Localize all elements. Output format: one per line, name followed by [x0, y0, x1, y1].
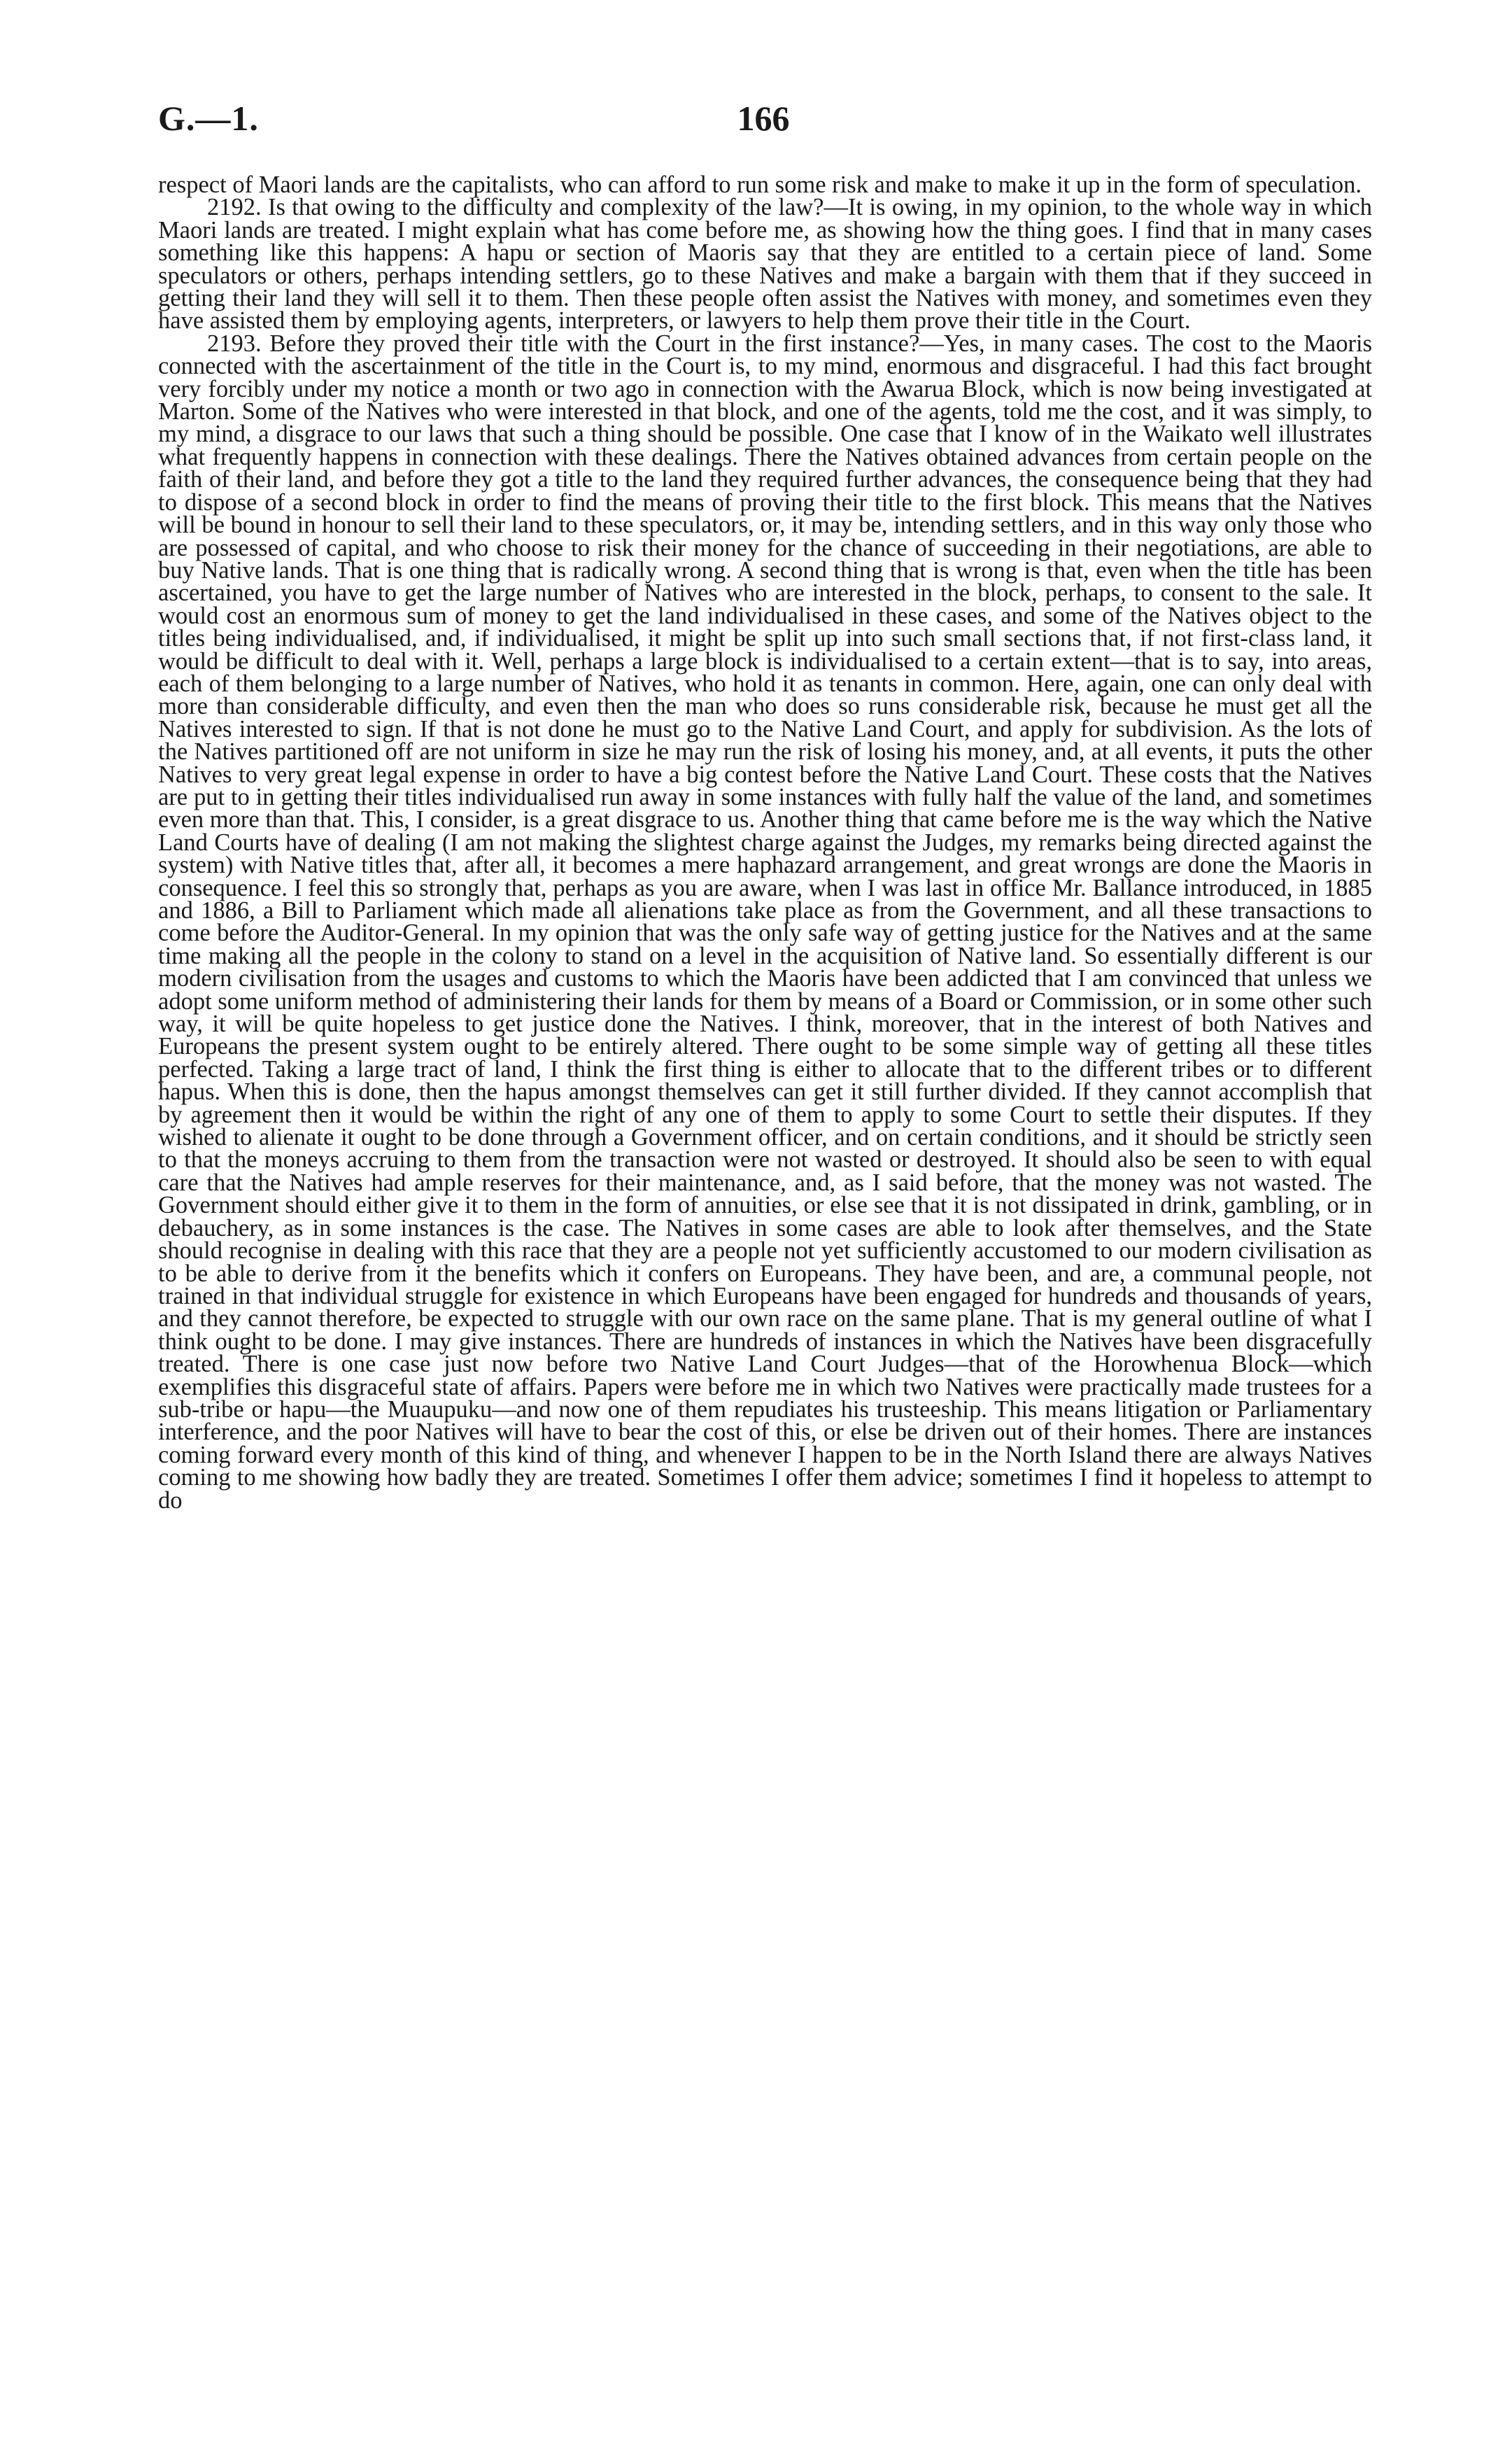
body-text [158, 171, 1372, 1514]
paragraph-question-2192: 2192. Is that owing to the difficulty and complexity of the law?—It is owing, in my opinion, to the whole way in which Maori lands are treated. I might explain what has come before me, as showing how the thing goes. I find that in many cases something like this happens: A hapu or section of Maoris say that they are entitled to a certain piece of land. Some speculators or others, perhaps intending settlers, go to these Natives and make a bargain with them that if they succeed in getting their land they will sell it to them. Then these people often assist the Natives with money, and sometimes even they have assisted them by employing agents, interpreters, or lawyers to help them prove their title in the Court. [158, 194, 1372, 335]
page-number: 166 [737, 99, 790, 138]
paragraph-question-2193: 2193. Before they proved their title with the Court in the first instance?—Yes, in many cases. The cost to the Maoris connected with the ascertainment of the title in the Court is, to my mind, enormous and disgraceful. I had this fact brought very forcibly under my notice a month or two ago in connection with the Awarua Block, which is now being investigated at Marton. Some of the Natives who were interested in that block, and one of the agents, told me the cost, and it was simply, to my mind, a disgrace to our laws that such a thing should be possible. One case that I know of in the Waikato well illustrates what frequently happens in connection with these dealings. There the Natives obtained advances from certain people on the faith of their land, and before they got a title to the land they required further advances, the consequence being that they had to dispose of a second block in order to find the means of proving their title to the first block. This means that the Natives will be bound in honour to sell their land to these speculators, or, it may be, intending settlers, and in this way only those who are possessed of capital, and who choose to risk their money for the chance of succeeding in their negotiations, are able to buy Native lands. That is one thing that is radically wrong. A second thing that is wrong is that, even when the title has been ascertained, you have to get the large number of Natives who are interested in the block, perhaps, to consent to the sale. It would cost an enormous sum of money to get the land individualised in these cases, and some of the Natives object to the titles being individualised, and, if individualised, it might be split up into such small sections that, if not first-class land, it would be difficult to deal with it. Well, perhaps a large block is individualised to a certain extent—that is to say, into areas, each of them belonging to a large number of Natives, who hold it as tenants in common. Here, again, one can only deal with more than considerable difficulty, and even then the man who does so runs considerable risk, because he must get all the Natives interested to sign. If that is not done he must go to the Native Land Court, and apply for subdivision. As the lots of the Natives partitioned off are not uniform in size he may run the risk of losing his money, and, at all events, it puts the other Natives to very great legal expense in order to have a big contest before the Native Land Court. These costs that the Natives are put to in getting their titles individualised run away in some instances with fully half the value of the land, and sometimes even more than that. This, I consider, is a great disgrace to us. Another thing that came before me is the way which the Native Land Courts have of dealing (I am not making the slightest charge against the Judges, my remarks being directed against the system) with Native titles that, after all, it becomes a mere haphazard arrangement, and great wrongs are done the Maoris in consequence. I feel this so strongly that, perhaps as you are aware, when I was last in office Mr. Ballance introduced, in 1885 and 1886, a Bill to Parliament which made all alienations take place as from the Government, and all these transactions to come before the Auditor-General. In my opinion that was the only safe way of getting justice for the Natives and at the same time making all the people in the colony to stand on a level in the acquisition of Native land. So essentially different is our modern civilisation from the usages and customs to which the Maoris have been addicted that I am convinced that unless we adopt some uniform method of administering their lands for them by means of a Board or Commission, or in some other such way, it will be quite hopeless to get justice done the Natives. I think, moreover, that in the interest of both Natives and Europeans the present system ought to be entirely altered. There ought to be some simple way of getting all these titles perfected. Taking a large tract of land, I think the first thing is either to allocate that to the different tribes or to different hapus. When this is done, then the hapus amongst themselves can get it still further divided. If they cannot accomplish that by agreement then it would be within the right of any one of them to apply to some Court to settle their disputes. If they wished to alienate it ought to be done through a Government officer, and on certain conditions, and it should be strictly seen to that the moneys accruing to them from the transaction were not wasted or destroyed. It should also be seen to with equal care that the Natives had ample reserves for their maintenance, and, as I said before, that the money was not wasted. The Government should either give it to them in the form of annuities, or else see that it is not dissipated in drink, gambling, or in debauchery, as in some instances is the case. The Natives in some cases are able to look after themselves, and the State should recognise in dealing with this race that they are a people not yet sufficiently accustomed to our modern civilisation as to be able to derive from it the benefits which it confers on Europeans. They have been, and are, a communal people, not trained in that individual struggle for existence in which Europeans have been engaged for hundreds and thousands of years, and they cannot therefore, be expected to struggle with our own race on the same plane. That is my general outline of what I think ought to be done. I may give instances. There are hundreds of instances in which the Natives have been disgracefully treated. There is one case just now before two Native Land Court Judges—that of the Horowhenua Block—which exemplifies this disgraceful state of affairs. Papers were before me in which two Natives were practically made trustees for a sub-tribe or hapu—the Muaupuku—and now one of them repudiates his trusteeship. This means litigation or Parliamentary interference, and the poor Natives will have to bear the cost of this, or else be driven out of their homes. There are instances coming forward every month of this kind of thing, and whenever I happen to be in the North Island there are always Natives coming to me showing how badly they are treated. Sometimes I offer them advice; sometimes I find it hopeless to attempt to do [158, 330, 1372, 1514]
document-reference: G.—1. [158, 99, 259, 138]
page-header [158, 98, 1369, 147]
paragraph-continuation: respect of Maori lands are the capitalists, who can afford to run some risk and make to make it up in the form of speculation. [158, 171, 1362, 198]
